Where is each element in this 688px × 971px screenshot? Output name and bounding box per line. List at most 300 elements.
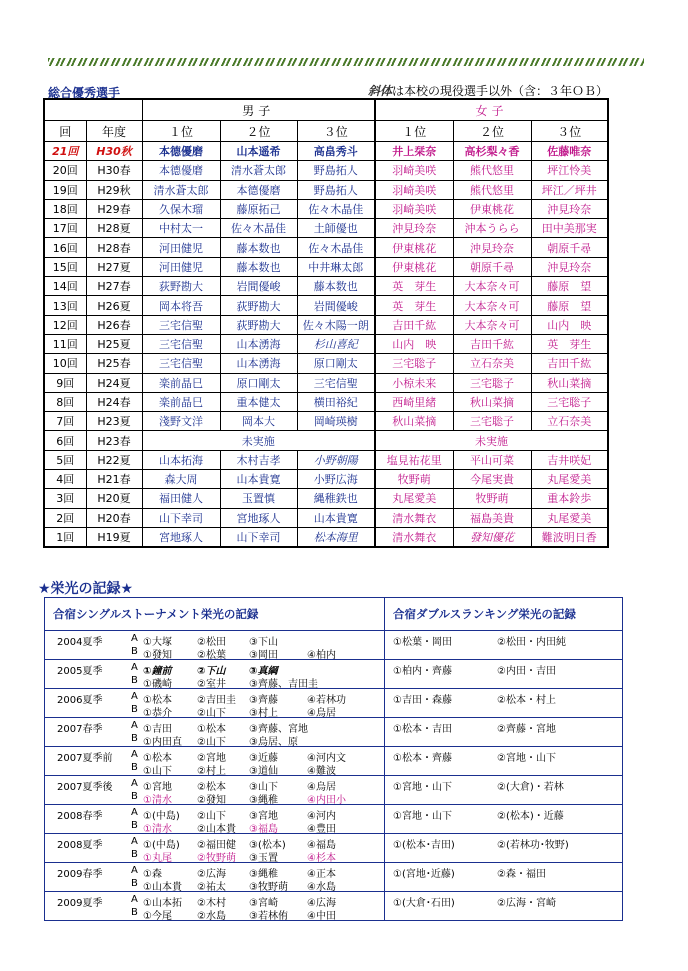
group-b-rank3: ③道仙 xyxy=(249,766,278,777)
male-place1: 三宅信聖 xyxy=(142,334,220,353)
group-b-rank2: ②山本貴 xyxy=(197,824,236,835)
year-cell: H20春 xyxy=(86,508,142,527)
group-b-rank2: ②山下 xyxy=(197,737,226,748)
group-a-rank1: ①山本拓 xyxy=(143,898,182,909)
male-place1: 楽前晶巳 xyxy=(142,373,220,392)
male-place1: 清水蒼太郎 xyxy=(142,180,220,199)
female-place3: 山内 映 xyxy=(531,315,608,334)
group-a-rank3: ③山下 xyxy=(249,782,278,793)
female-place2: 大本奈々可 xyxy=(453,315,531,334)
female-place1: 牧野萌 xyxy=(375,470,453,489)
male-place2: 藤原拓己 xyxy=(220,199,297,218)
group-b-rank4: ④内田小 xyxy=(307,795,346,806)
group-a-rank2: ②広海 xyxy=(197,869,226,880)
female-place2: 立石奈美 xyxy=(453,354,531,373)
single-record xyxy=(45,892,385,921)
group-b-rank4: ④杉本 xyxy=(307,853,336,864)
group-a-label: A xyxy=(131,662,138,673)
group-a-label: A xyxy=(131,836,138,847)
table-row xyxy=(44,180,608,199)
glory-row xyxy=(45,631,623,660)
group-a-label: A xyxy=(131,720,138,731)
group-a-rank4: ④正本 xyxy=(307,869,336,880)
group-a-label: A xyxy=(131,691,138,702)
female-place2: 三宅聡子 xyxy=(453,373,531,392)
female-place2: 福島美貴 xyxy=(453,508,531,527)
single-record xyxy=(45,718,385,747)
double-record xyxy=(385,689,623,718)
female-place1: 丸尾愛美 xyxy=(375,489,453,508)
year-cell: H26夏 xyxy=(86,296,142,315)
male-place1: 福田健人 xyxy=(142,489,220,508)
male-place2: 荻野勘大 xyxy=(220,296,297,315)
glory-table xyxy=(44,597,623,921)
glory-row xyxy=(45,892,623,921)
table-row xyxy=(44,354,608,373)
female-place1: 西崎里緒 xyxy=(375,392,453,411)
group-b-rank4: ④烏居 xyxy=(307,708,336,719)
female-place2: 沖見玲奈 xyxy=(453,238,531,257)
table-row xyxy=(44,527,608,547)
glory-row xyxy=(45,863,623,892)
group-b-rank1: ①山下 xyxy=(143,766,172,777)
group-b-label: B xyxy=(131,733,138,744)
round-cell: 18回 xyxy=(44,199,86,218)
single-record xyxy=(45,863,385,892)
table-row xyxy=(44,334,608,353)
double-header: 合宿ダブルスランキング栄光の記録 xyxy=(385,598,623,631)
table-row xyxy=(44,199,608,218)
male-place2: 清水蒼太郎 xyxy=(220,161,297,180)
double-record xyxy=(385,718,623,747)
single-header: 合宿シングルストーナメント栄光の記録 xyxy=(45,598,385,631)
italic-note xyxy=(368,82,608,99)
group-b-rank3: ③岡田 xyxy=(249,650,278,661)
male-place1: 河田健児 xyxy=(142,238,220,257)
glory-title: ★栄光の記録★ xyxy=(38,581,134,597)
table-row xyxy=(44,373,608,392)
male-place2: 山本湧海 xyxy=(220,334,297,353)
female-place3: 沖見玲奈 xyxy=(531,257,608,276)
female-place2: 朝原千尋 xyxy=(453,257,531,276)
group-a-rank2: ②松本 xyxy=(197,782,226,793)
double-first: ①(宮地･近藤) xyxy=(393,869,455,880)
male-place3: 野島拓人 xyxy=(297,180,375,199)
round-cell: 5回 xyxy=(44,450,86,469)
group-a-rank2: ②宮地 xyxy=(197,753,226,764)
female-place2: 高杉梨々香 xyxy=(453,142,531,161)
group-a-rank3: ③下山 xyxy=(249,637,278,648)
group-a-rank3: ③宮崎 xyxy=(249,898,278,909)
round-cell: 3回 xyxy=(44,489,86,508)
female-place3: 丸尾愛美 xyxy=(531,508,608,527)
male-place3: 野島拓人 xyxy=(297,161,375,180)
season-label: 2007夏季前 xyxy=(57,753,113,764)
male-place1: 宮地琢人 xyxy=(142,527,220,547)
female-place3: 英 芽生 xyxy=(531,334,608,353)
female-header: 女子 xyxy=(375,99,608,121)
award-table xyxy=(43,98,609,548)
group-b-rank1: ①恭介 xyxy=(143,708,172,719)
double-first: ①宮地・山下 xyxy=(393,811,452,822)
header-row-gender xyxy=(44,99,608,121)
group-b-label: B xyxy=(131,675,138,686)
female-place2: 伊東桃花 xyxy=(453,199,531,218)
female-place2: 牧野萌 xyxy=(453,489,531,508)
group-b-rank4: ④水島 xyxy=(307,882,336,893)
group-b-rank2: ②發知 xyxy=(197,795,226,806)
round-cell: 12回 xyxy=(44,315,86,334)
double-record xyxy=(385,776,623,805)
single-record xyxy=(45,776,385,805)
group-a-rank4: ④広海 xyxy=(307,898,336,909)
male-place1: 森大周 xyxy=(142,470,220,489)
group-b-rank3: ③玉置 xyxy=(249,853,278,864)
season-label: 2009夏季 xyxy=(57,898,103,909)
female-place2: 大本奈々可 xyxy=(453,296,531,315)
female-place1: 羽崎美咲 xyxy=(375,161,453,180)
female-place3: 秋山菜摘 xyxy=(531,373,608,392)
double-first: ①松葉・岡田 xyxy=(393,637,452,648)
female-place3: 吉井咲妃 xyxy=(531,450,608,469)
group-b-rank1: ①清水 xyxy=(143,824,172,835)
female-place2: 今尾実貴 xyxy=(453,470,531,489)
glory-row xyxy=(45,718,623,747)
header-row-places xyxy=(44,121,608,142)
year-cell: H29秋 xyxy=(86,180,142,199)
double-second: ②広海・宮崎 xyxy=(497,898,556,909)
group-b-rank2: ②村上 xyxy=(197,766,226,777)
single-record xyxy=(45,631,385,660)
season-label: 2007春季 xyxy=(57,724,103,735)
group-a-label: A xyxy=(131,633,138,644)
table-row xyxy=(44,508,608,527)
group-a-rank2: ②山下 xyxy=(197,811,226,822)
round-cell: 11回 xyxy=(44,334,86,353)
female-place3: 朝原千尋 xyxy=(531,238,608,257)
season-label: 2009春季 xyxy=(57,869,103,880)
table-row xyxy=(44,431,608,450)
female-place1: 塩見祐花里 xyxy=(375,450,453,469)
female-place1: 羽崎美咲 xyxy=(375,180,453,199)
group-b-rank3: ③齊藤、吉田圭 xyxy=(249,679,318,690)
group-b-rank2: ②室井 xyxy=(197,679,226,690)
female-place3-header: ３位 xyxy=(531,121,608,142)
round-cell: 9回 xyxy=(44,373,86,392)
double-record xyxy=(385,834,623,863)
female-place2: 熊代悠里 xyxy=(453,161,531,180)
double-record xyxy=(385,631,623,660)
male-place3: 佐々木晶佳 xyxy=(297,238,375,257)
male-place2: 重本健太 xyxy=(220,392,297,411)
male-place1-header: １位 xyxy=(142,121,220,142)
round-cell: 6回 xyxy=(44,431,86,450)
group-b-rank1: ①山本貴 xyxy=(143,882,182,893)
single-record xyxy=(45,747,385,776)
group-b-rank2: ②水島 xyxy=(197,911,226,922)
group-a-rank3: ③(松本) xyxy=(249,840,286,851)
female-place1: 三宅聡子 xyxy=(375,354,453,373)
year-cell: H21春 xyxy=(86,470,142,489)
male-place3: 小野広海 xyxy=(297,470,375,489)
female-place3: 丸尾愛美 xyxy=(531,470,608,489)
group-b-label: B xyxy=(131,849,138,860)
male-place1: 三宅信聖 xyxy=(142,315,220,334)
female-place3: 佐藤唯奈 xyxy=(531,142,608,161)
table-row xyxy=(44,142,608,161)
group-b-rank1: ①發知 xyxy=(143,650,172,661)
round-cell: 2回 xyxy=(44,508,86,527)
group-b-rank1: ①磯崎 xyxy=(143,679,172,690)
group-a-rank1: ①(中島) xyxy=(143,840,180,851)
male-place2: 本德優磨 xyxy=(220,180,297,199)
male-place1: 河田健児 xyxy=(142,257,220,276)
group-b-rank4: ④柏内 xyxy=(307,650,336,661)
round-cell: 21回 xyxy=(44,142,86,161)
male-place1: 岡本将吾 xyxy=(142,296,220,315)
group-b-rank3: ③縄稚 xyxy=(249,795,278,806)
male-place2: 原口剛太 xyxy=(220,373,297,392)
group-b-rank2: ②山下 xyxy=(197,708,226,719)
group-a-rank4: ④若林功 xyxy=(307,695,346,706)
female-place1: 清水舞衣 xyxy=(375,508,453,527)
group-a-rank2: ②吉田圭 xyxy=(197,695,236,706)
male-place2: 木村吉孝 xyxy=(220,450,297,469)
table-row xyxy=(44,296,608,315)
group-a-rank3: ③齊藤 xyxy=(249,695,278,706)
year-cell: H30春 xyxy=(86,161,142,180)
double-record xyxy=(385,863,623,892)
group-b-rank1: ①内田直 xyxy=(143,737,182,748)
female-place2-header: ２位 xyxy=(453,121,531,142)
table-row xyxy=(44,489,608,508)
male-place2: 藤本数也 xyxy=(220,257,297,276)
group-a-rank1: ①(中島) xyxy=(143,811,180,822)
male-place1: 淺野文洋 xyxy=(142,412,220,431)
group-a-label: A xyxy=(131,894,138,905)
double-record xyxy=(385,660,623,689)
season-label: 2005夏季 xyxy=(57,666,103,677)
group-b-rank2: ②松葉 xyxy=(197,650,226,661)
double-second: ②(若林功･牧野) xyxy=(497,840,569,851)
male-place2: 玉置慎 xyxy=(220,489,297,508)
male-place3: 小野朝陽 xyxy=(297,450,375,469)
season-label: 2007夏季後 xyxy=(57,782,113,793)
male-place3: 佐々木晶佳 xyxy=(297,199,375,218)
double-second: ②内田・吉田 xyxy=(497,666,556,677)
round-header: 回 xyxy=(44,121,86,142)
not-held-female: 未実施 xyxy=(375,431,608,450)
group-a-label: A xyxy=(131,865,138,876)
round-cell: 17回 xyxy=(44,219,86,238)
group-b-rank4: ④豊田 xyxy=(307,824,336,835)
year-cell: H19夏 xyxy=(86,527,142,547)
group-a-rank2: ①松本 xyxy=(197,724,226,735)
double-first: ①松本・齊藤 xyxy=(393,753,452,764)
group-b-label: B xyxy=(131,646,138,657)
year-cell: H28夏 xyxy=(86,219,142,238)
glory-row xyxy=(45,805,623,834)
male-place3: 藤本数也 xyxy=(297,277,375,296)
double-second: ②森・福田 xyxy=(497,869,546,880)
table-row xyxy=(44,161,608,180)
group-a-rank4: ④河内 xyxy=(307,811,336,822)
season-label: 2006夏季 xyxy=(57,695,103,706)
male-place3: 岡崎瑛樹 xyxy=(297,412,375,431)
female-place1: 秋山菜摘 xyxy=(375,412,453,431)
male-place3: 土師優也 xyxy=(297,219,375,238)
double-second: ②松本・村上 xyxy=(497,695,556,706)
group-a-rank1: ①松本 xyxy=(143,695,172,706)
year-cell: H23春 xyxy=(86,431,142,450)
table-row xyxy=(44,450,608,469)
female-place3: 沖見玲奈 xyxy=(531,199,608,218)
male-place3: 松本海里 xyxy=(297,527,375,547)
group-a-rank1: ①宮地 xyxy=(143,782,172,793)
male-place2: 岡本大 xyxy=(220,412,297,431)
female-place3: 坪江／坪井 xyxy=(531,180,608,199)
female-place3: 坪江怜美 xyxy=(531,161,608,180)
female-place2: 大本奈々可 xyxy=(453,277,531,296)
note-prefix: 斜体 xyxy=(368,84,393,98)
group-b-rank3: ③若林侑 xyxy=(249,911,288,922)
group-b-label: B xyxy=(131,820,138,831)
female-place3: 田中美那実 xyxy=(531,219,608,238)
group-a-rank3: ③真綱 xyxy=(249,666,278,677)
group-a-rank4: ④福島 xyxy=(307,840,336,851)
glory-header-row xyxy=(45,598,623,631)
female-place1: 井上栞奈 xyxy=(375,142,453,161)
year-cell: H20夏 xyxy=(86,489,142,508)
table-row xyxy=(44,412,608,431)
single-record xyxy=(45,689,385,718)
female-place2: 熊代悠里 xyxy=(453,180,531,199)
male-place3: 横田裕紀 xyxy=(297,392,375,411)
male-place3-header: ３位 xyxy=(297,121,375,142)
group-a-rank1: ①松本 xyxy=(143,753,172,764)
male-place1: 山本拓海 xyxy=(142,450,220,469)
male-place2: 岩間優峻 xyxy=(220,277,297,296)
year-cell: H30秋 xyxy=(86,142,142,161)
female-place2: 秋山菜摘 xyxy=(453,392,531,411)
female-place1: 伊東桃花 xyxy=(375,238,453,257)
table-row xyxy=(44,470,608,489)
group-a-rank3: ③縄稚 xyxy=(249,869,278,880)
female-place3: 三宅聡子 xyxy=(531,392,608,411)
male-place1: 中村太一 xyxy=(142,219,220,238)
single-record xyxy=(45,805,385,834)
male-place3: 原口剛太 xyxy=(297,354,375,373)
group-b-rank1: ①丸尾 xyxy=(143,853,172,864)
double-second: ②松田・内田純 xyxy=(497,637,566,648)
round-cell: 13回 xyxy=(44,296,86,315)
male-place2: 宮地琢人 xyxy=(220,508,297,527)
female-place1: 山内 映 xyxy=(375,334,453,353)
group-b-rank3: ③福島 xyxy=(249,824,278,835)
group-a-label: A xyxy=(131,778,138,789)
group-a-rank3: ③齊藤、宮地 xyxy=(249,724,308,735)
double-record xyxy=(385,747,623,776)
double-second: ②宮地・山下 xyxy=(497,753,556,764)
group-b-rank1: ①清水 xyxy=(143,795,172,806)
group-a-rank1: ①吉田 xyxy=(143,724,172,735)
male-place3: 縄稚鉄也 xyxy=(297,489,375,508)
female-place1: 清水舞衣 xyxy=(375,527,453,547)
male-place2: 荻野勘大 xyxy=(220,315,297,334)
female-place1: 沖見玲奈 xyxy=(375,219,453,238)
male-place1: 久保木瑠 xyxy=(142,199,220,218)
round-cell: 10回 xyxy=(44,354,86,373)
male-place2: 佐々木晶佳 xyxy=(220,219,297,238)
year-cell: H26春 xyxy=(86,315,142,334)
group-a-label: A xyxy=(131,749,138,760)
male-place1: 本德優磨 xyxy=(142,142,220,161)
group-b-rank3: ③村上 xyxy=(249,708,278,719)
glory-row xyxy=(45,689,623,718)
male-place2: 山本遥希 xyxy=(220,142,297,161)
female-place2: 沖本うらら xyxy=(453,219,531,238)
double-first: ①松本・吉田 xyxy=(393,724,452,735)
group-b-rank2: ②祐太 xyxy=(197,882,226,893)
group-a-rank1: ①森 xyxy=(143,869,162,880)
group-b-label: B xyxy=(131,878,138,889)
season-label: 2004夏季 xyxy=(57,637,103,648)
male-place3: 杉山喜紀 xyxy=(297,334,375,353)
group-b-label: B xyxy=(131,907,138,918)
double-first: ①(松本･吉田) xyxy=(393,840,455,851)
double-first: ①宮地・山下 xyxy=(393,782,452,793)
not-held-male: 未実施 xyxy=(142,431,375,450)
male-place2: 山本貴寛 xyxy=(220,470,297,489)
female-place2: 吉田千紘 xyxy=(453,334,531,353)
glory-row xyxy=(45,660,623,689)
group-a-rank2: ②松田 xyxy=(197,637,226,648)
season-label: 2008春季 xyxy=(57,811,103,822)
round-cell: 14回 xyxy=(44,277,86,296)
group-b-label: B xyxy=(131,704,138,715)
round-cell: 15回 xyxy=(44,257,86,276)
female-place1: 英 芽生 xyxy=(375,277,453,296)
double-first: ①吉田・森藤 xyxy=(393,695,452,706)
male-place2: 山本湧海 xyxy=(220,354,297,373)
table-row xyxy=(44,392,608,411)
female-place2: 三宅聡子 xyxy=(453,412,531,431)
male-place3: 高畠秀斗 xyxy=(297,142,375,161)
male-place2: 藤本数也 xyxy=(220,238,297,257)
year-cell: H27夏 xyxy=(86,257,142,276)
table-row xyxy=(44,238,608,257)
group-b-label: B xyxy=(131,791,138,802)
round-cell: 20回 xyxy=(44,161,86,180)
female-place2: 發知優花 xyxy=(453,527,531,547)
round-cell: 19回 xyxy=(44,180,86,199)
group-b-rank1: ①今尾 xyxy=(143,911,172,922)
group-b-rank3: ③牧野萌 xyxy=(249,882,288,893)
year-cell: H25夏 xyxy=(86,334,142,353)
year-cell: H24春 xyxy=(86,392,142,411)
female-place1: 羽崎美咲 xyxy=(375,199,453,218)
female-place3: 藤原 望 xyxy=(531,277,608,296)
female-place3: 吉田千紘 xyxy=(531,354,608,373)
female-place1-header: １位 xyxy=(375,121,453,142)
year-cell: H28春 xyxy=(86,238,142,257)
male-header: 男子 xyxy=(142,99,375,121)
female-place2: 平山可菜 xyxy=(453,450,531,469)
single-record xyxy=(45,834,385,863)
double-record xyxy=(385,805,623,834)
table-row xyxy=(44,277,608,296)
male-place3: 佐々木陽一朗 xyxy=(297,315,375,334)
